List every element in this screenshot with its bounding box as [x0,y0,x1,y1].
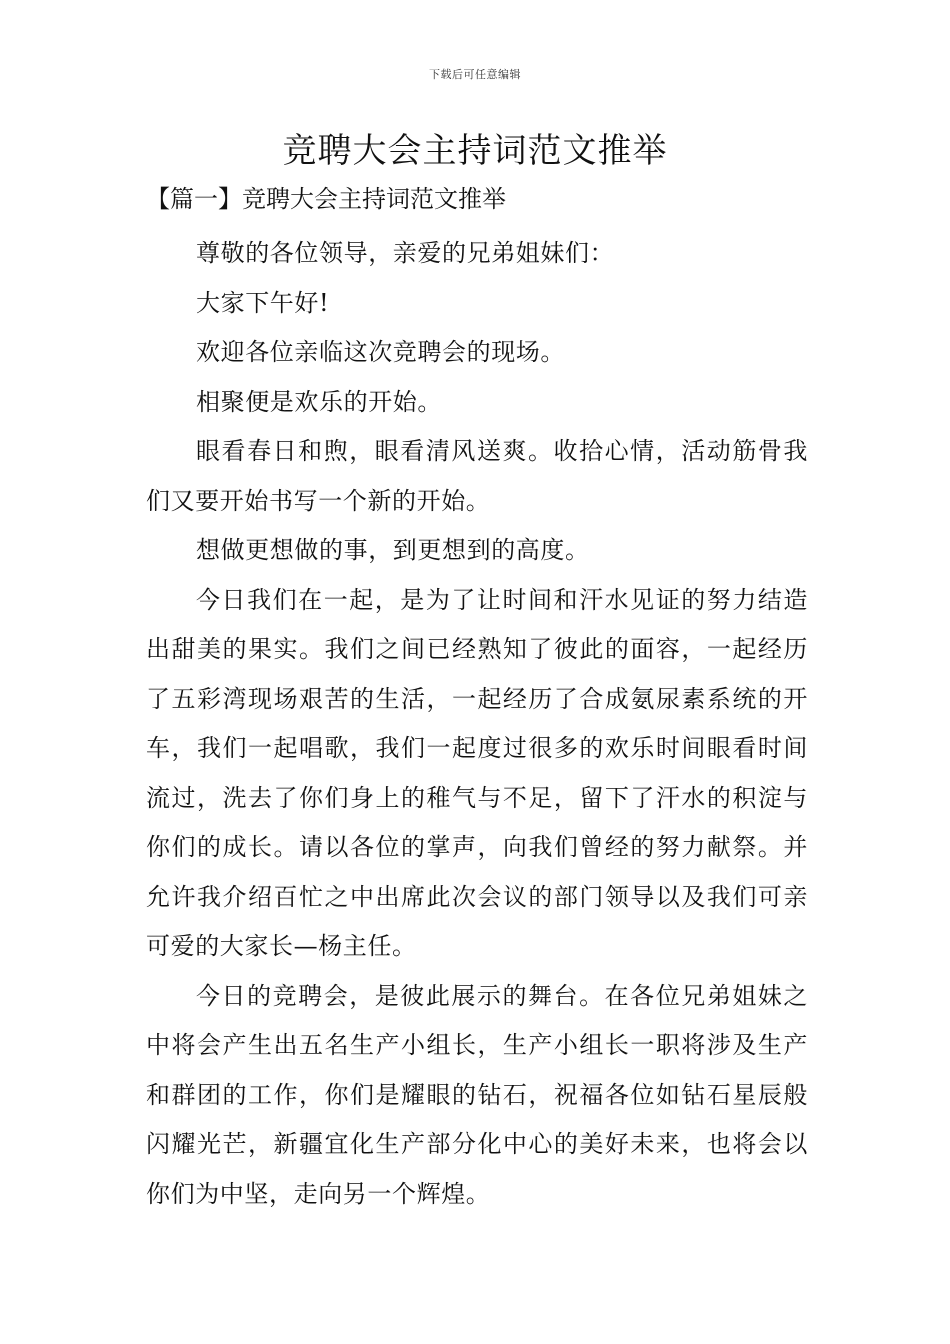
paragraph-aspiration: 想做更想做的事，到更想到的高度。 [196,536,590,564]
paragraph-spring: 眼看春日和煦，眼看清风送爽。收拾心情，活动筋骨我们又要开始书写一个新的开始。 [146,437,808,515]
document-title: 竞聘大会主持词范文推举 [282,131,668,171]
paragraph-welcome: 欢迎各位亲临这次竞聘会的现场。 [196,338,565,366]
paragraph-competition: 今日的竞聘会，是彼此展示的舞台。在各位兄弟姐妹之中将会产生出五名生产小组长，生产小组长一职将涉及生产和群团的工作，你们是耀眼的钻石，祝福各位如钻石星辰般闪耀光芒，新疆宜化生产部分化中心的美好未来，也将会以你们为中坚，走向另一个辉煌。 [146,981,808,1208]
document-body [146,229,808,1219]
paragraph-good-afternoon: 大家下午好! [196,288,330,317]
section-heading: 【篇一】竞聘大会主持词范文推举 [146,185,506,213]
header-note: 下载后可任意编辑 [429,68,521,81]
paragraph-greeting: 尊敬的各位领导，亲爱的兄弟姐妹们： [196,239,615,267]
paragraph-today-together: 今日我们在一起，是为了让时间和汗水见证的努力结造出甜美的果实。我们之间已经熟知了彼此的面容，一起经历了五彩湾现场艰苦的生活，一起经历了合成氨尿素系统的开车，我们一起唱歌，我们一起度过很多的欢乐时间眼看时间流过，洗去了你们身上的稚气与不足，留下了汗水的积淀与你们的成长。请以各位的掌声，向我们曾经的努力献祭。并允许我介绍百忙之中出席此次会议的部门领导以及我们可亲可爱的大家长—杨主任。 [146,585,808,960]
paragraph-gathering: 相聚便是欢乐的开始。 [196,387,442,416]
